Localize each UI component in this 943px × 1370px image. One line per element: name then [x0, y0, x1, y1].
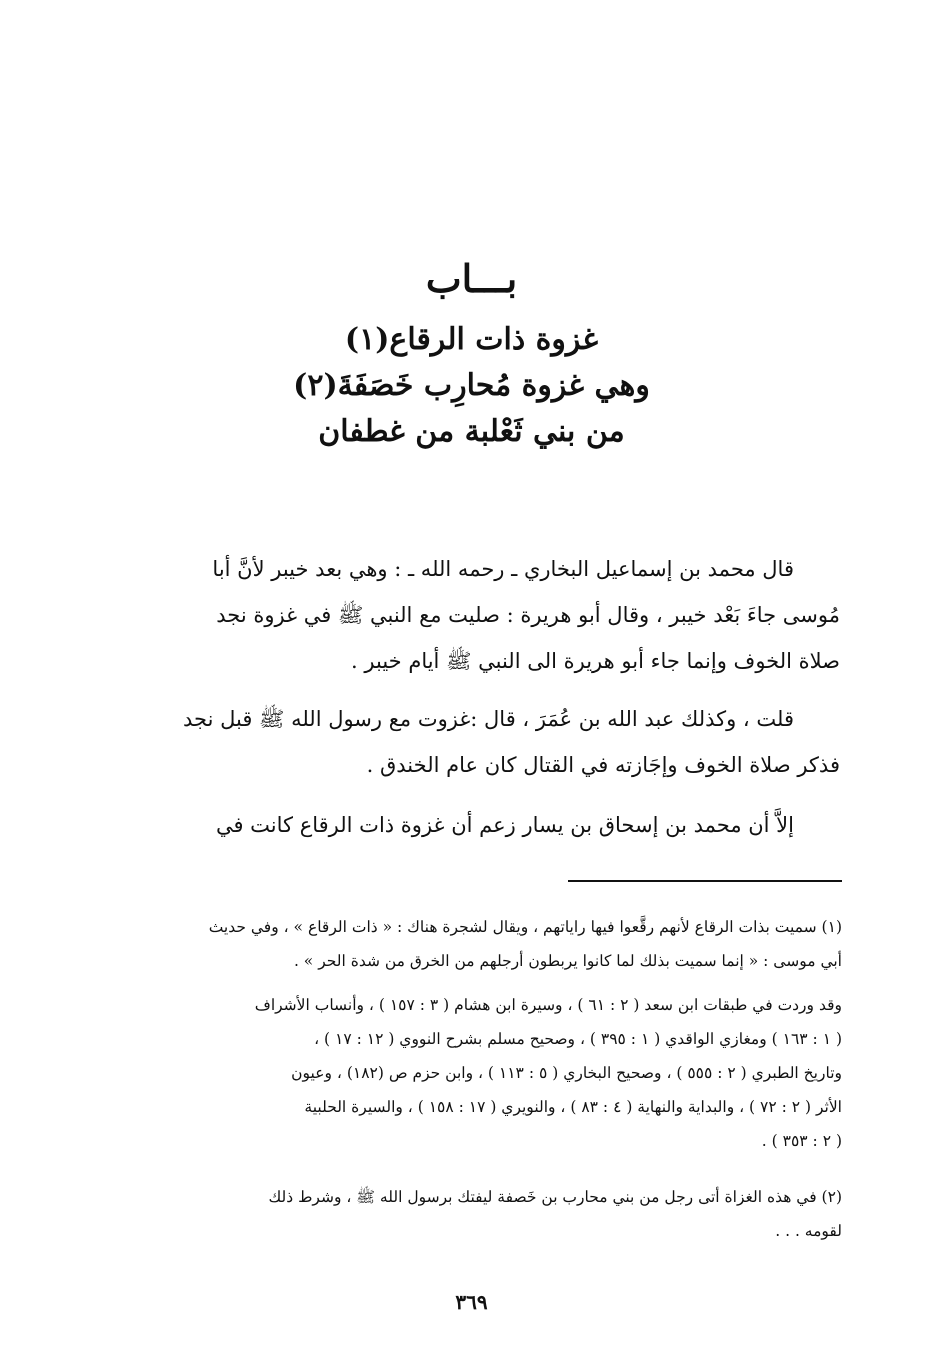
footnote-line: أبي موسى : « إنما سميت بذلك لما كانوا يربطون أرجلهم من الخرق من شدة الحر » . [293, 952, 842, 970]
chapter-title-line-3: من بني ثَعْلبة من غطفان [318, 414, 625, 449]
footnote-line: ( ١ : ١٦٣ ) ومغازي الواقدي ( ١ : ٣٩٥ ) ، وصحيح مسلم بشرح النووي ( ١٢ : ١٧ ) ، [314, 1030, 842, 1048]
footnote-1-references [118, 988, 842, 1158]
footnote-line: ( ٢ : ٣٥٣ ) . [761, 1132, 842, 1150]
footnote-line: لقومه . . . [775, 1222, 842, 1240]
footnote-line: (٢) في هذه الغزاة أتى رجل من بني محارب بن خَصفة ليفتك برسول الله ﷺ ، وشرط ذلك [268, 1188, 842, 1206]
footnote-line: وقد وردت في طبقات ابن سعد ( ٢ : ٦١ ) ، وسيرة ابن هشام ( ٣ : ١٥٧ ) ، وأنساب الأشراف [254, 996, 842, 1014]
text-line: إلاَّ أن محمد بن إسحاق بن يسار زعم أن غزوة ذات الرقاع كانت في [215, 813, 794, 837]
chapter-heading: بـــاب [425, 256, 518, 301]
footnote-line: (١) سميت بذات الرقاع لأنهم رقَّعوا فيها راياتهم ، ويقال لشجرة هناك : « ذات الرقاع » ، وفي حديث [208, 918, 842, 936]
footnote-1 [118, 910, 842, 978]
footnote-line: وتاريخ الطبري ( ٢ : ٥٥٥ ) ، وصحيح البخاري ( ٥ : ١١٣ ) ، وابن حزم ص (١٨٢) ، وعيون [291, 1064, 842, 1082]
footnote-2 [118, 1180, 842, 1248]
text-line: صلاة الخوف وإنما جاء أبو هريرة الى النبي ﷺ أيام خيبر . [351, 649, 840, 673]
chapter-title-line-2: وهي غزوة مُحارِب خَصَفَةَ(٢) [293, 368, 650, 403]
text-line: فذكر صلاة الخوف وإجَازته في القتال كان عام الخندق . [366, 753, 840, 777]
text-line: قال محمد بن إسماعيل البخاري ـ رحمه الله ـ : وهي بعد خيبر لأنَّ أبا [212, 557, 794, 581]
footnote-line: الأثر ( ٢ : ٧٢ ) ، والبداية والنهاية ( ٤ : ٨٣ ) ، والنويري ( ١٧ : ١٥٨ ) ، والسيرة الحلبية [304, 1098, 842, 1116]
chapter-title-line-1: غزوة ذات الرقاع(١) [344, 322, 599, 357]
footnote-divider [568, 880, 842, 882]
body-paragraph-2 [118, 696, 840, 788]
body-paragraph-1 [118, 546, 840, 684]
page-number: ٣٦٩ [455, 1290, 488, 1314]
text-line: قلت ، وكذلك عبد الله بن عُمَرَ ، قال :غزوت مع رسول الله ﷺ قبل نجد [182, 707, 794, 731]
text-line: مُوسى جاءَ بَعْد خيبر ، وقال أبو هريرة : صليت مع النبي ﷺ في غزوة نجد [216, 603, 840, 627]
body-paragraph-3 [118, 802, 840, 848]
